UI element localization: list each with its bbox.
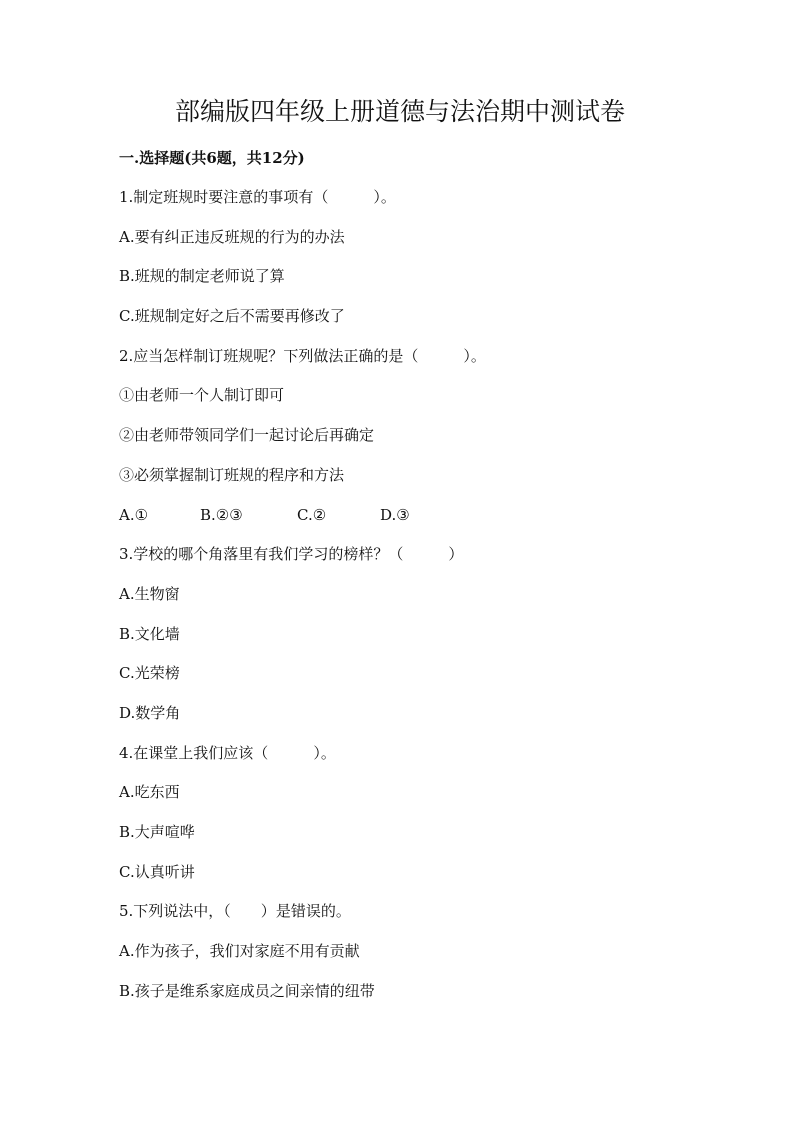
question-1-option-c: C.班规制定好之后不需要再修改了 [119,307,345,325]
question-3-option-d: D.数学角 [119,704,181,722]
question-1-option-b: B.班规的制定老师说了算 [119,267,285,285]
question-4-stem: 4.在课堂上我们应该（ ）。 [119,744,336,762]
question-3-option-c: C.光荣榜 [119,664,180,682]
section-heading: 一.选择题(共6题，共12分) [119,149,305,167]
question-2-option-c: C.② [297,506,327,524]
question-2-option-d: D.③ [380,506,410,524]
page-title: 部编版四年级上册道德与法治期中测试卷 [174,97,625,126]
question-2-option-a: A.① [119,506,149,524]
question-1-stem: 1.制定班规时要注意的事项有（ ）。 [119,188,396,206]
question-3-option-b: B.文化墙 [119,625,180,643]
question-3-stem: 3.学校的哪个角落里有我们学习的榜样？（ ） [119,545,464,563]
question-5-option-b: B.孩子是维系家庭成员之间亲情的纽带 [119,982,375,1000]
question-4-option-b: B.大声喧哗 [119,823,195,841]
question-2-stem: 2.应当怎样制订班规呢？下列做法正确的是（ ）。 [119,347,486,365]
question-2-statement-3: ③必须掌握制订班规的程序和方法 [119,466,345,484]
question-5-stem: 5.下列说法中，（ ）是错误的。 [119,902,351,920]
question-2-statement-2: ②由老师带领同学们一起讨论后再确定 [119,426,375,444]
question-3-option-a: A.生物窗 [119,585,180,603]
question-2-statement-1: ①由老师一个人制订即可 [119,386,285,404]
question-1-option-a: A.要有纠正违反班规的行为的办法 [119,228,345,246]
question-5-option-a: A.作为孩子，我们对家庭不用有贡献 [119,942,360,960]
question-2-option-b: B.②③ [200,506,243,524]
question-4-option-a: A.吃东西 [119,783,180,801]
question-4-option-c: C.认真听讲 [119,863,195,881]
